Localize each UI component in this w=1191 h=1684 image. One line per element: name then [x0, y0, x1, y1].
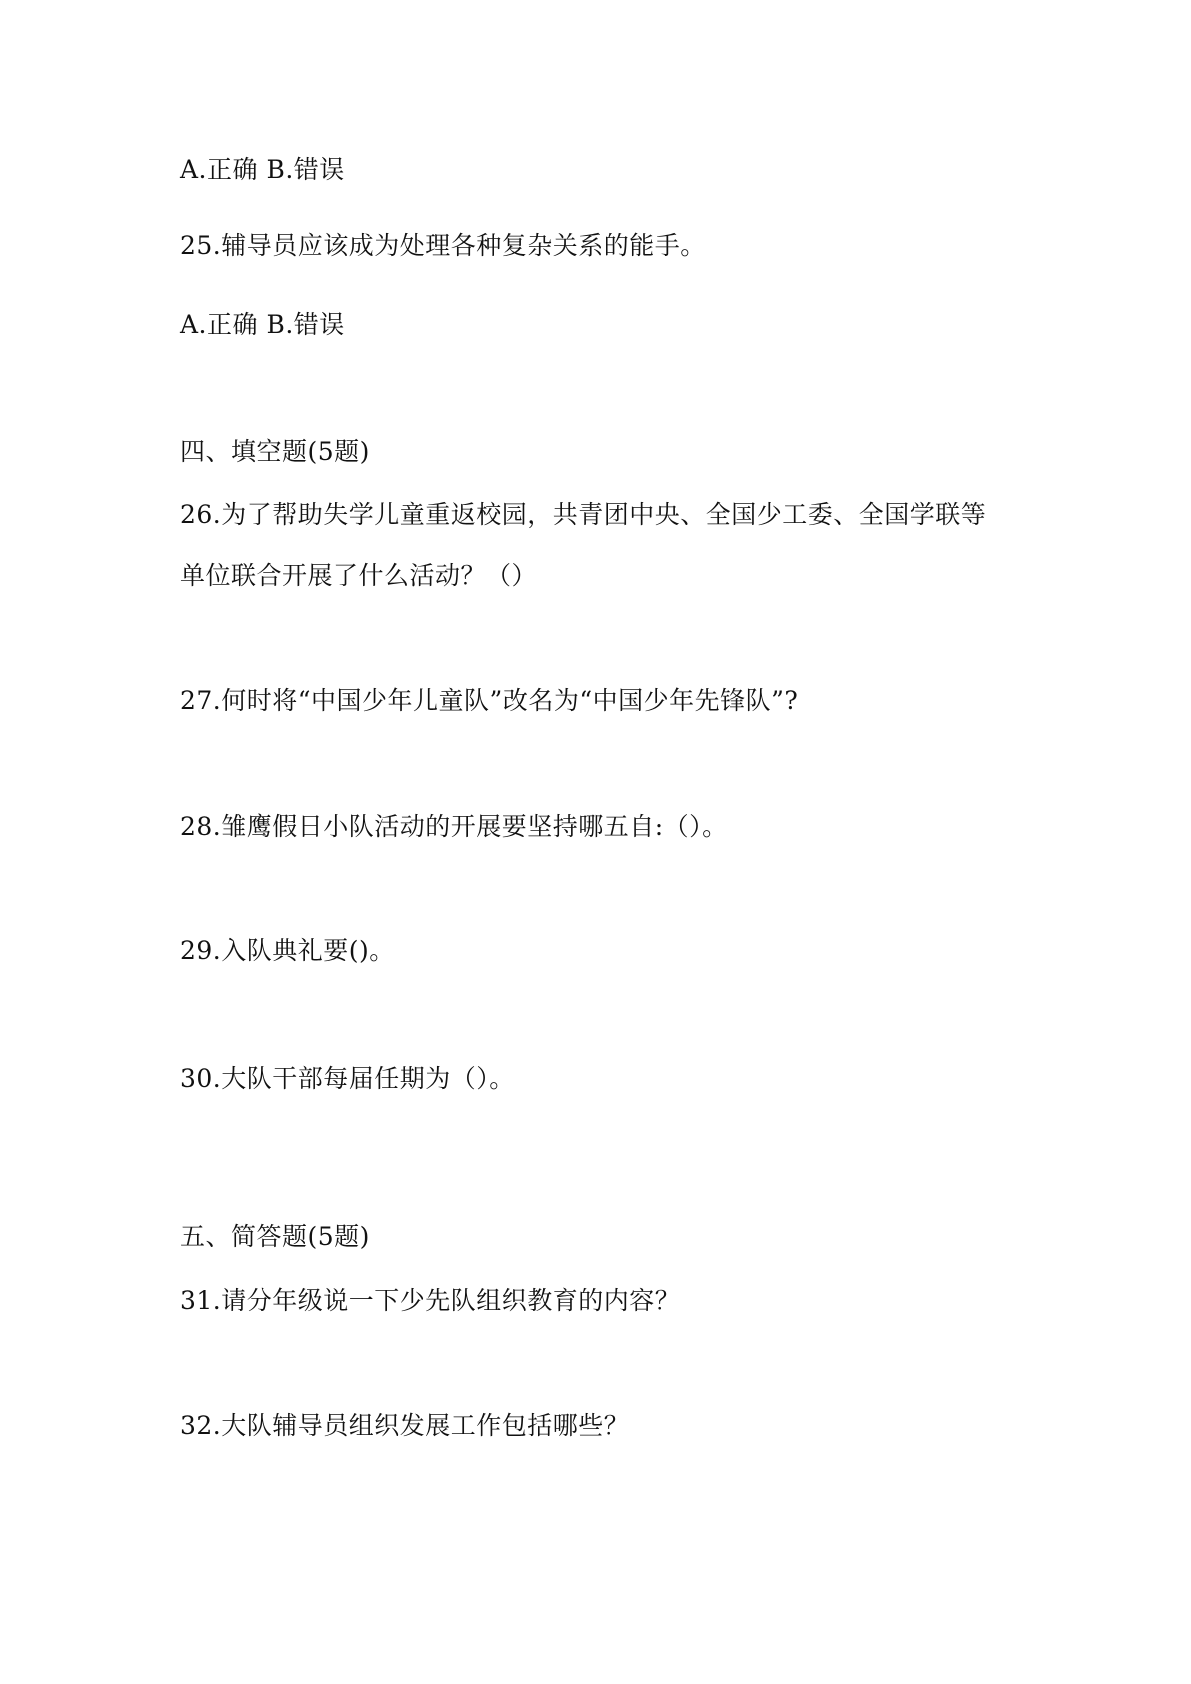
q26-line1: 26.为了帮助失学儿童重返校园，共青团中央、全国少工委、全国学联等 — [180, 500, 987, 529]
q32-question: 32.大队辅导员组织发展工作包括哪些？ — [180, 1411, 630, 1440]
q26-line2: 单位联合开展了什么活动？（） — [180, 561, 538, 590]
q27-question: 27.何时将“中国少年儿童队”改名为“中国少年先锋队”? — [180, 686, 799, 715]
section4-heading: 四、填空题(5题) — [180, 437, 370, 466]
q31-question: 31.请分年级说一下少先队组织教育的内容？ — [180, 1286, 681, 1315]
section5-heading: 五、简答题(5题) — [180, 1222, 370, 1251]
q29-question: 29.入队典礼要()。 — [180, 936, 395, 965]
q28-question: 28.雏鹰假日小队活动的开展要坚持哪五自:（）。 — [180, 812, 728, 841]
q25-options: A.正确 B.错误 — [180, 310, 345, 339]
q25-question: 25.辅导员应该成为处理各种复杂关系的能手。 — [180, 231, 706, 260]
q30-question: 30.大队干部每届任期为（）。 — [180, 1064, 515, 1093]
q24-options: A.正确 B.错误 — [180, 155, 345, 184]
